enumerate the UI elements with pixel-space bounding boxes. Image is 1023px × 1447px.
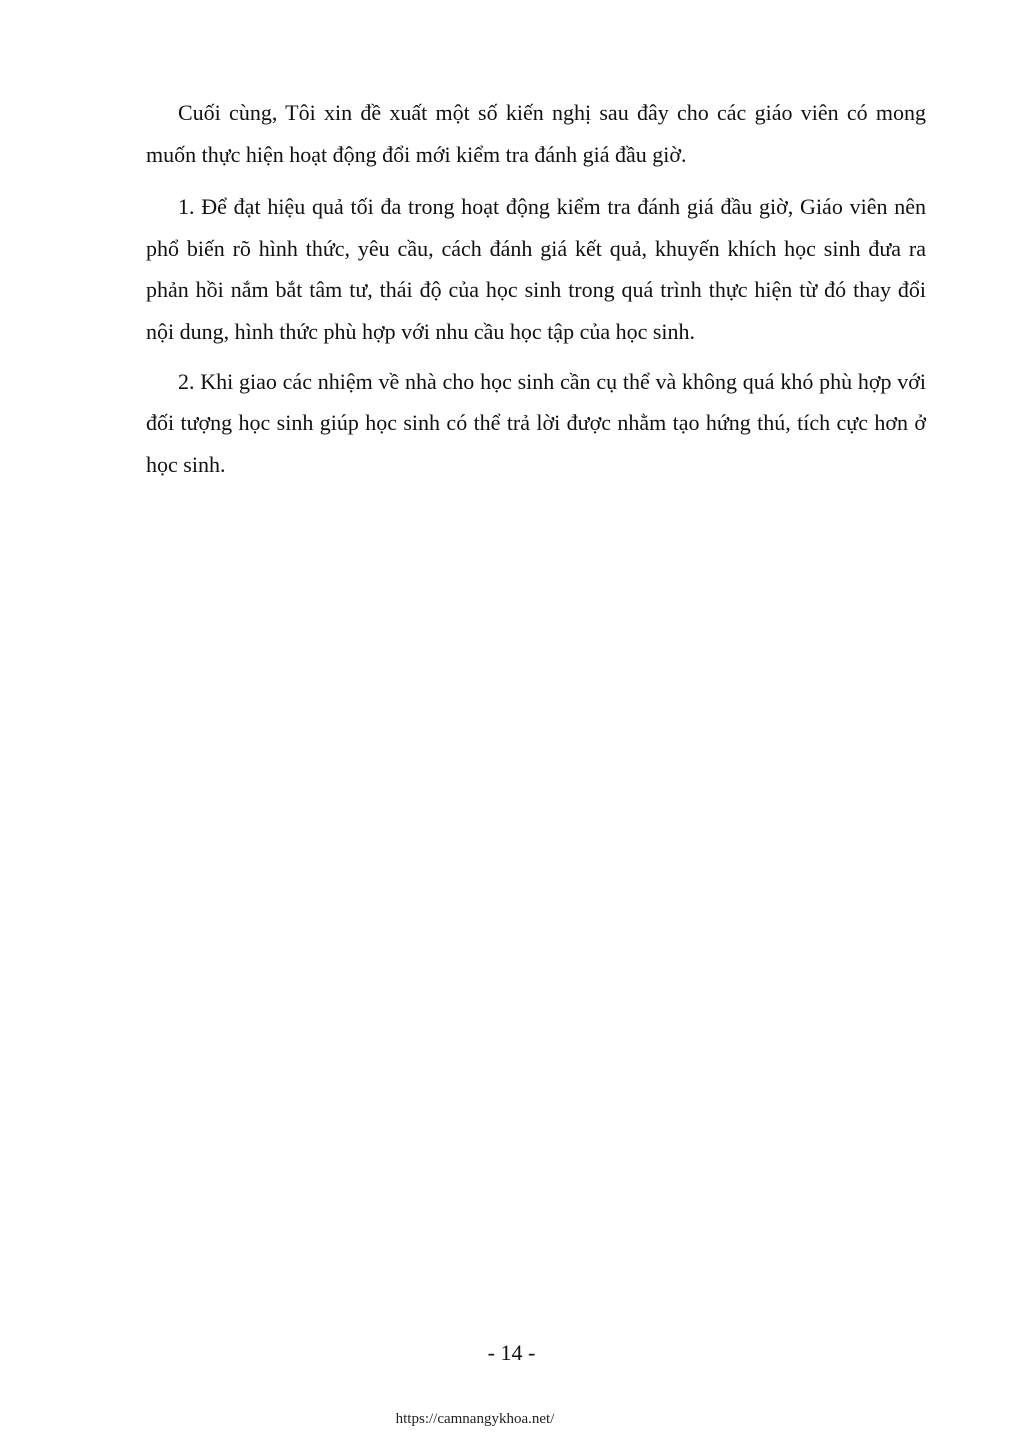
- document-body: [146, 92, 926, 485]
- footer-url[interactable]: https://camnangykhoa.net/: [395, 1411, 555, 1427]
- paragraph-recommendation-1: 1. Để đạt hiệu quả tối đa trong hoạt động kiểm tra đánh giá đầu giờ, Giáo viên nên phổ biến rõ hình thức, yêu cầu, cách đánh giá kết quả, khuyến khích học sinh đưa ra phản hồi nắm bắt tâm tư, thái độ của học sinh trong quá trình thực hiện từ đó thay đổi nội dung, hình thức phù hợp với nhu cầu học tập của học sinh.: [146, 194, 926, 344]
- paragraph-recommendation-2: 2. Khi giao các nhiệm về nhà cho học sinh cần cụ thể và không quá khó phù hợp với đối tượng học sinh giúp học sinh có thể trả lời được nhằm tạo hứng thú, tích cực hơn ở học sinh.: [146, 368, 926, 477]
- paragraph-intro: Cuối cùng, Tôi xin đề xuất một số kiến nghị sau đây cho các giáo viên có mong muốn thực hiện hoạt động đổi mới kiểm tra đánh giá đầu giờ.: [146, 100, 926, 167]
- page-number: - 14 -: [487, 1340, 536, 1365]
